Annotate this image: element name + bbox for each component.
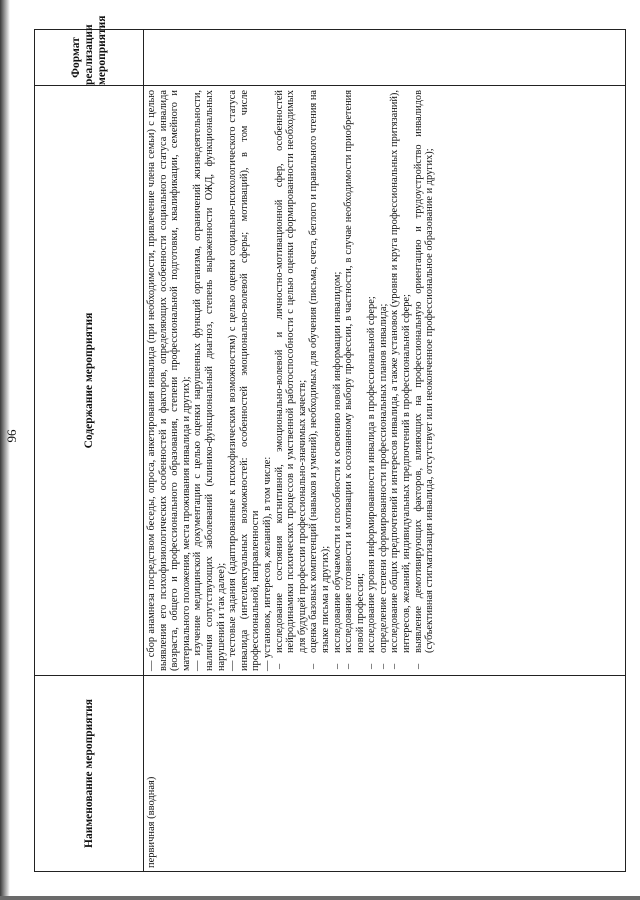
list-item-text: оценка базовых компетенций (навыков и умений), необходимых для обучения (письма, счета, беглого и правильного чтения на языке письма и других); (308, 90, 331, 653)
table-header-row (35, 30, 144, 872)
list-item-text: исследование общих предпочтений и интересов инвалида, а также установок (уровня и круга профессиональных притязаний), интересов, желаний, индивидуальных предпочтений в профессиональной сфере; (389, 90, 413, 653)
header-activity-format: Формат реализации мероприятия (35, 30, 144, 86)
activity-format-cell (144, 30, 626, 86)
list-item-text: определение степени сформированности профессиональных планов инвалида; (377, 303, 389, 653)
list-item: – исследование готовности и мотивации к осознанному выбору профессии, в частности, в случае необходимости приобретения новой профессии; (343, 90, 366, 669)
list-item: – выявление демотивирующих факторов, влияющих на профессиональную ориентацию и трудоустройство инвалидов (субъективная стигматизация инвалида, отсутствует или неоконченное профессиональное образование и других); (412, 90, 436, 669)
content-item-list (274, 90, 436, 671)
content-paragraph: — установок, интересов, желаний), в том числе: (261, 456, 273, 671)
header-activity-content: Содержание мероприятия (35, 86, 144, 676)
header-activity-name: Наименование мероприятия (35, 676, 144, 872)
list-item-text: выявление демотивирующих факторов, влияющих на профессиональную ориентацию и трудоустройство инвалидов (субъективная стигматизация инвалида, отсутствует или неоконченное профессиональное образование и других); (412, 90, 436, 653)
content-paragraph: — сбор анамнеза посредством беседы, опроса, анкетирования инвалида (при необходимости, привлечение члена семьи) с целью выявления его психофизиологических особенностей и факторов, определяющих особенности социального статуса инвалида (возраста, общего и профессионального образования, степени профессиональной подготовки, квалификации, семейного и материального положения, места проживания инвалида и других); (146, 90, 192, 671)
list-item-text: исследование уровня информированности инвалида в профессиональной сфере; (366, 296, 378, 653)
list-item-text: исследование состояния когнитивной, эмоционально-волевой и личностно-мотивационной сфер, особенностей нейродинамики психических процессов и умственной работоспособности с целью оценки сформированности необходимых для будущей профессии профессионально-значимых качеств; (273, 90, 308, 653)
list-item: – определение степени сформированности профессиональных планов инвалида; (377, 303, 389, 669)
page-number: 96 (4, 429, 19, 443)
list-item: – исследование уровня информированности инвалида в профессиональной сфере; (366, 296, 378, 669)
list-item-text: исследование готовности и мотивации к осознанному выбору профессии, в частности, в случае необходимости приобретения новой профессии; (343, 90, 366, 653)
content-paragraph: — тестовые задания (адаптированные к психофизическим возможностям) с целью оценки социально-психологического статуса инвалида (интеллектуальных возможностей: особенностей эмоционально-волевой сферы; мотиваций), в том числе профессиональной, направленности (227, 90, 262, 671)
activity-content-cell (144, 86, 626, 676)
content-paragraph: — изучение медицинской документации с целью оценки нарушенных функций организма, ограничений жизнедеятельности, наличия сопутствующих заболеваний (клинико-функциональный диагноз, степень выраженности ОЖД, функциональных нарушений и так далее); (192, 90, 227, 671)
activities-table (34, 15, 626, 872)
list-item-text: исследование обучаемости и способности к освоению новой информации инвалидом; (331, 271, 343, 653)
list-item: – исследование общих предпочтений и интересов инвалида, а также установок (уровня и круга профессиональных притязаний), интересов, желаний, индивидуальных предпочтений в профессиональной сфере; (389, 90, 413, 669)
table-row (144, 30, 626, 872)
list-item: – оценка базовых компетенций (навыков и умений), необходимых для обучения (письма, счета, беглого и правильного чтения на языке письма и других); (308, 90, 331, 669)
activity-name-cell: первичная (вводная) (144, 676, 626, 872)
list-item: – исследование обучаемости и способности к освоению новой информации инвалидом; (331, 271, 343, 669)
list-item: – исследование состояния когнитивной, эмоционально-волевой и личностно-мотивационной сфер, особенностей нейродинамики психических процессов и умственной работоспособности с целью оценки сформированности необходимых для будущей профессии профессионально-значимых качеств; (273, 90, 308, 669)
